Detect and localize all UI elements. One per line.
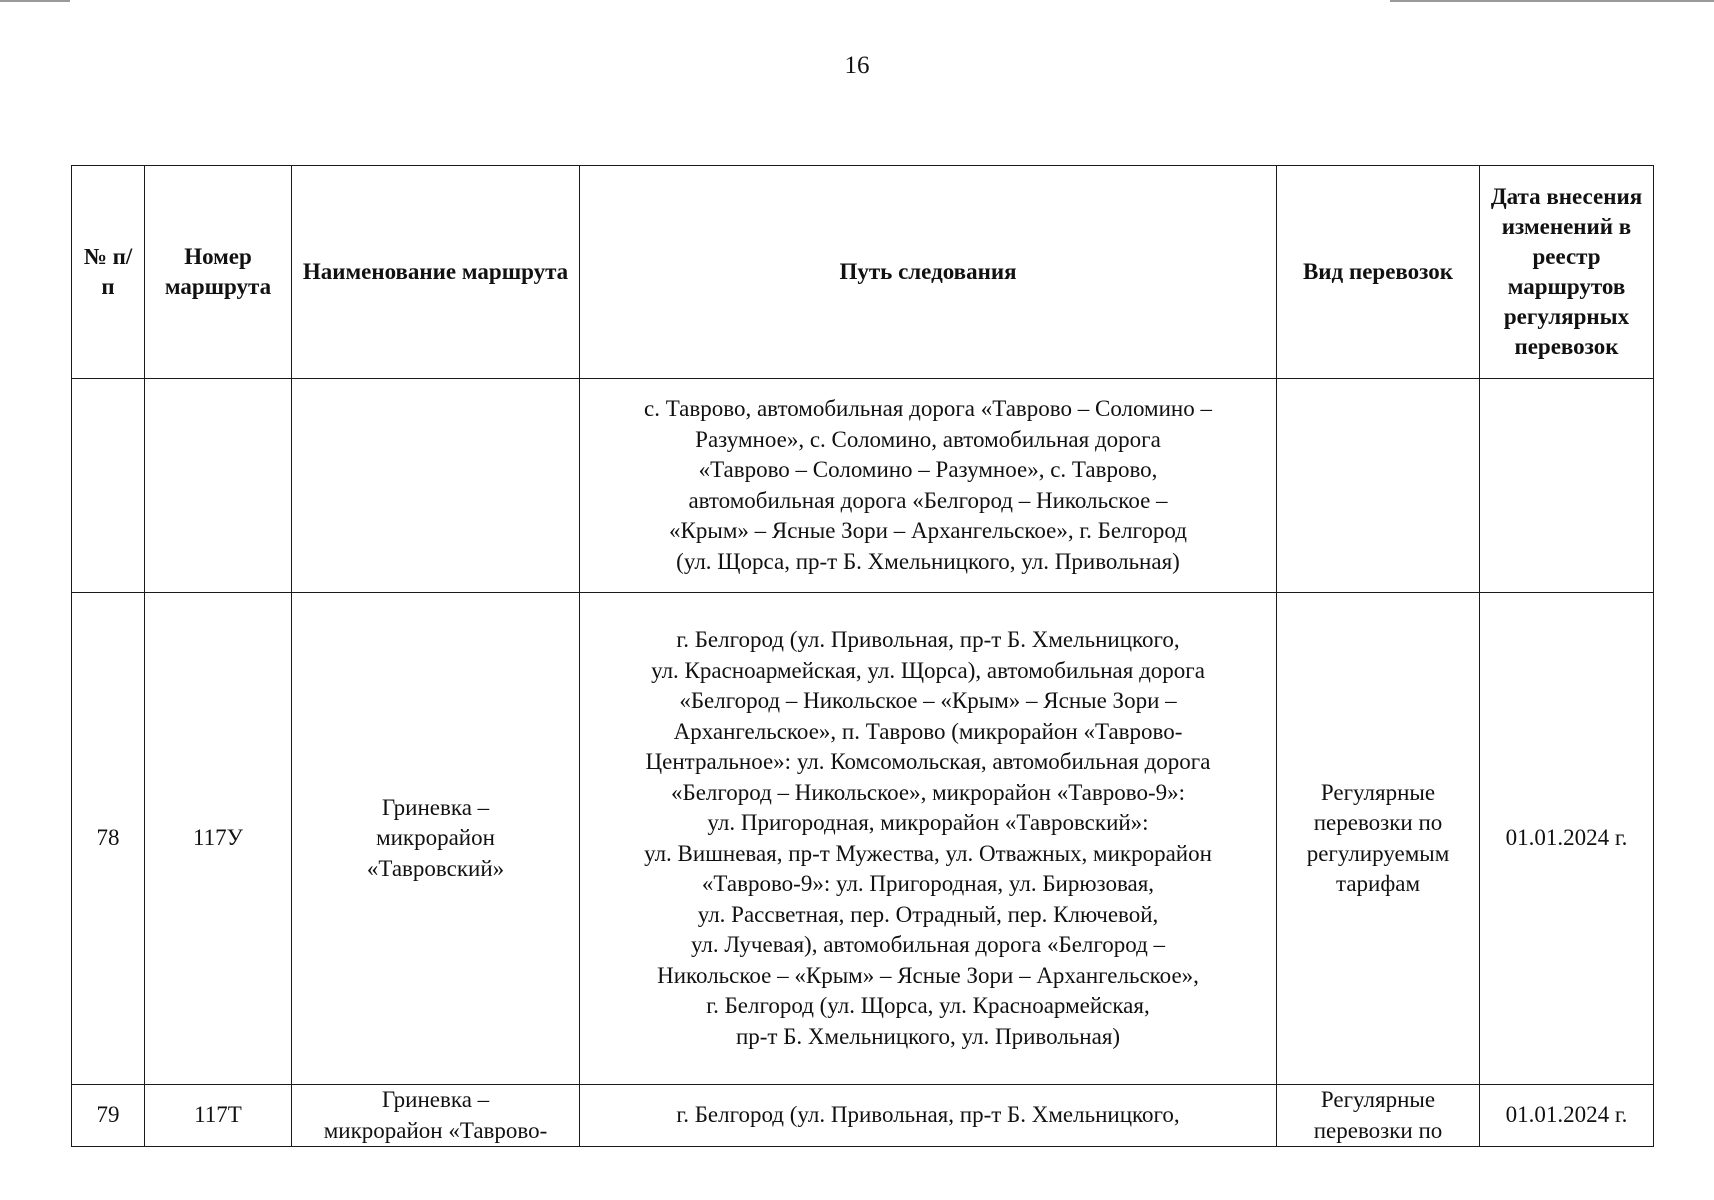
cell-change-date: 01.01.2024 г. [1480,593,1654,1085]
name-line: «Тавровский» [366,855,505,881]
table-row [72,1085,1654,1147]
table-header-row [72,166,1654,379]
path-line: «Белгород – Никольское», микрорайон «Таврово-9»: [671,779,1185,805]
path-line: «Таврово – Соломино – Разумное», с. Таврово, [698,457,1158,482]
type-line: Регулярные [1320,779,1436,805]
cell-change-date: 01.01.2024 г. [1480,1085,1654,1147]
cell-route-path [580,379,1277,593]
cell-route-name [292,379,580,593]
type-line: Регулярные [1320,1087,1436,1112]
path-line: ул. Лучевая), автомобильная дорога «Белгород – [690,932,1166,957]
path-line: ул. Рассветная, пер. Отрадный, пер. Ключевой, [697,901,1159,927]
table-row [72,593,1654,1085]
cell-transport-type [1277,379,1480,593]
type-line: перевозки по [1313,810,1443,835]
path-line: «Крым» – Ясные Зори – Архангельское», г. Белгород [669,518,1187,543]
cell-num [72,379,145,593]
cell-route-number [145,379,292,593]
cell-num: 79 [72,1085,145,1147]
cell-transport-type [1277,593,1480,1085]
path-line: г. Белгород (ул. Привольная, пр-т Б. Хмельницкого, [676,1102,1180,1128]
header-route-name: Наименование маршрута [292,166,580,379]
cell-transport-type [1277,1085,1480,1147]
path-line: г. Белгород (ул. Привольная, пр-т Б. Хмельницкого, [676,627,1180,652]
path-line: пр-т Б. Хмельницкого, ул. Привольная) [735,1023,1121,1049]
path-line: г. Белгород (ул. Щорса, ул. Красноармейская, [706,993,1150,1018]
table-row-continuation [72,379,1654,593]
type-line: регулируемым [1306,840,1450,866]
cell-route-path [580,1085,1277,1147]
path-line: (ул. Щорса, пр-т Б. Хмельницкого, ул. Привольная) [676,548,1180,574]
name-line: Гриневка – [381,794,490,820]
name-line: микрорайон «Таврово- [323,1117,548,1143]
path-line: Никольское – «Крым» – Ясные Зори – Архангельское», [657,962,1199,988]
name-line: Гриневка – [381,1087,490,1112]
header-transport-type: Вид перевозок [1277,166,1480,379]
cell-change-date [1480,379,1654,593]
scan-edge-left [0,0,70,2]
path-line: ул. Пригородная, микрорайон «Тавровский»: [707,810,1149,835]
cell-route-name [292,1085,580,1147]
type-line: тарифам [1335,871,1420,896]
path-line: с. Таврово, автомобильная дорога «Таврово – Соломино – [644,396,1212,421]
cell-route-name [292,593,580,1085]
cell-route-number: 117У [145,593,292,1085]
path-line: ул. Красноармейская, ул. Щорса), автомобильная дорога [651,657,1205,683]
path-line: Архангельское», п. Таврово (микрорайон «Таврово- [673,718,1183,744]
path-line: ул. Вишневая, пр-т Мужества, ул. Отважных, микрорайон [644,840,1212,866]
path-line: Разумное», с. Соломино, автомобильная дорога [695,426,1161,452]
route-registry-table [71,165,1654,1147]
scan-edge-right [1390,0,1714,2]
cell-route-number: 117Т [145,1085,292,1147]
cell-route-path [580,593,1277,1085]
path-line: «Таврово-9»: ул. Пригородная, ул. Бирюзовая, [701,871,1155,896]
cell-num: 78 [72,593,145,1085]
header-change-date: Дата внесения изменений в реестр маршрутов регулярных перевозок [1480,166,1654,379]
header-route-number: Номер маршрута [145,166,292,379]
type-line: перевозки по [1313,1117,1443,1143]
path-line: автомобильная дорога «Белгород – Никольское – [688,487,1168,513]
path-line: Центральное»: ул. Комсомольская, автомобильная дорога [645,749,1211,774]
name-line: микрорайон [376,825,495,851]
path-line: «Белгород – Никольское – «Крым» – Ясные Зори – [679,688,1177,713]
header-route-path: Путь следования [580,166,1277,379]
header-num: № п/п [72,166,145,379]
page-number: 16 [844,52,870,79]
